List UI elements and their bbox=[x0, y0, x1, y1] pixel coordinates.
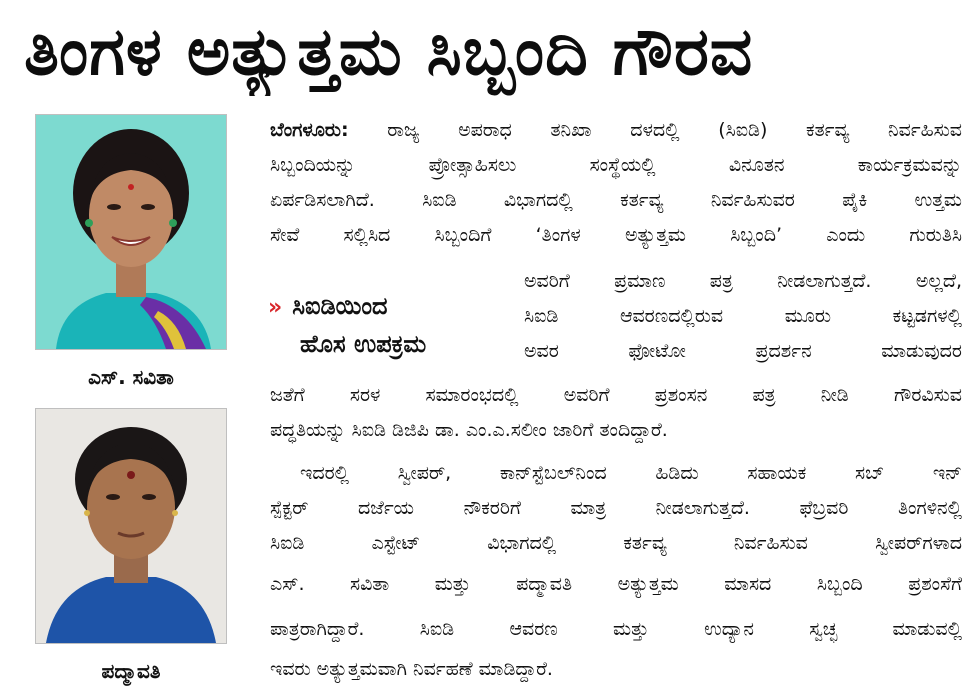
article-line: ಅವರಿಗೆ ಪ್ರಮಾಣ ಪತ್ರ ನೀಡಲಾಗುತ್ತದೆ. ಅಲ್ಲದೆ, bbox=[524, 270, 962, 292]
pullquote-text-2: ಹೊಸ ಉಪಕ್ರಮ bbox=[300, 330, 427, 358]
article-line: ಪಾತ್ರರಾಗಿದ್ದಾರೆ. ಸಿಐಡಿ ಆವರಣ ಮತ್ತು ಉದ್ಯಾನ ಸ್ವಚ್ಛ ಮಾಡುವಲ್ಲಿ bbox=[270, 618, 962, 640]
photo-caption-savitha: ಎಸ್. ಸವಿತಾ bbox=[88, 365, 174, 389]
article-line: ಸಿಐಡಿ ಎಸ್ಟೇಟ್ ವಿಭಾಗದಲ್ಲಿ ಕರ್ತವ್ಯ ನಿರ್ವಹಿಸುವ ಸ್ವೀಪರ್‌ಗಳಾದ bbox=[270, 532, 962, 554]
article-line: ಜತೆಗೆ ಸರಳ ಸಮಾರಂಭದಲ್ಲಿ ಅವರಿಗೆ ಪ್ರಶಂಸನ ಪತ್ರ ನೀಡಿ ಗೌರವಿಸುವ bbox=[270, 384, 962, 406]
article-line: ಇದರಲ್ಲಿ ಸ್ವೀಪರ್, ಕಾನ್‌ಸ್ಟೆಬಲ್‌ನಿಂದ ಹಿಡಿದು ಸಹಾಯಕ ಸಬ್ ಇನ್ bbox=[300, 462, 962, 484]
article-line: ಸಿಐಡಿ ಆವರಣದಲ್ಲಿರುವ ಮೂರು ಕಟ್ಟಡಗಳಲ್ಲಿ bbox=[524, 305, 962, 327]
chevron-right-icon: » bbox=[268, 295, 283, 320]
article-line: ಪದ್ಧತಿಯನ್ನು ಸಿಐಡಿ ಡಿಜಿಪಿ ಡಾ. ಎಂ.ಎ.ಸಲೀಂ ಜಾರಿಗೆ ತಂದಿದ್ದಾರೆ. bbox=[270, 419, 668, 441]
pullquote-line-1 bbox=[268, 288, 508, 326]
portrait-photo-savitha bbox=[35, 114, 227, 350]
article-line: ಎಸ್. ಸವಿತಾ ಮತ್ತು ಪದ್ಮಾವತಿ ಅತ್ಯುತ್ತಮ ಮಾಸದ ಸಿಬ್ಬಂದಿ ಪ್ರಶಂಸೆಗೆ bbox=[270, 573, 962, 595]
headline: ತಿಂಗಳ ಅತ್ಯುತ್ತಮ ಸಿಬ್ಬಂದಿ ಗೌರವ bbox=[24, 13, 754, 90]
article-line: ಅವರ ಫೋಟೋ ಪ್ರದರ್ಶನ ಮಾಡುವುದರ bbox=[524, 340, 962, 362]
pullquote bbox=[268, 288, 508, 360]
portrait-photo-padmavathi bbox=[35, 408, 227, 644]
article-line: ಸಿಬ್ಬಂದಿಯನ್ನು ಪ್ರೋತ್ಸಾಹಿಸಲು ಸಂಸ್ಥೆಯಲ್ಲಿ ವಿನೂತನ ಕಾರ್ಯಕ್ರಮವನ್ನು bbox=[270, 154, 962, 176]
dateline: ಬೆಂಗಳೂರು: bbox=[270, 119, 349, 141]
photo-caption-padmavathi: ಪದ್ಮಾವತಿ bbox=[101, 659, 161, 683]
article-line: ಏರ್ಪಡಿಸಲಾಗಿದೆ. ಸಿಐಡಿ ವಿಭಾಗದಲ್ಲಿ ಕರ್ತವ್ಯ ನಿರ್ವಹಿಸುವರ ಪೈಕಿ ಉತ್ತಮ bbox=[270, 189, 962, 211]
article-line: ಇವರು ಅತ್ಯುತ್ತಮವಾಗಿ ನಿರ್ವಹಣೆ ಮಾಡಿದ್ದಾರೆ. bbox=[270, 658, 553, 680]
article-line: ಬೆಂಗಳೂರು: ರಾಜ್ಯ ಅಪರಾಧ ತನಿಖಾ ದಳದಲ್ಲಿ (ಸಿಐಡಿ) ಕರ್ತವ್ಯ ನಿರ್ವಹಿಸುವ bbox=[270, 119, 962, 141]
article-line: ಸೇವೆ ಸಲ್ಲಿಸಿದ ಸಿಬ್ಬಂದಿಗೆ ‘ತಿಂಗಳ ಅತ್ಯುತ್ತಮ ಸಿಬ್ಬಂದಿ’ ಎಂದು ಗುರುತಿಸಿ bbox=[270, 224, 962, 246]
article-line: ಸ್ಪೆಕ್ಟರ್ ದರ್ಜೆಯ ನೌಕರರಿಗೆ ಮಾತ್ರ ನೀಡಲಾಗುತ್ತದೆ. ಫೆಬ್ರವರಿ ತಿಂಗಳಿನಲ್ಲಿ bbox=[270, 497, 962, 519]
pullquote-text-1: ಸಿಐಡಿಯಿಂದ bbox=[292, 292, 388, 320]
